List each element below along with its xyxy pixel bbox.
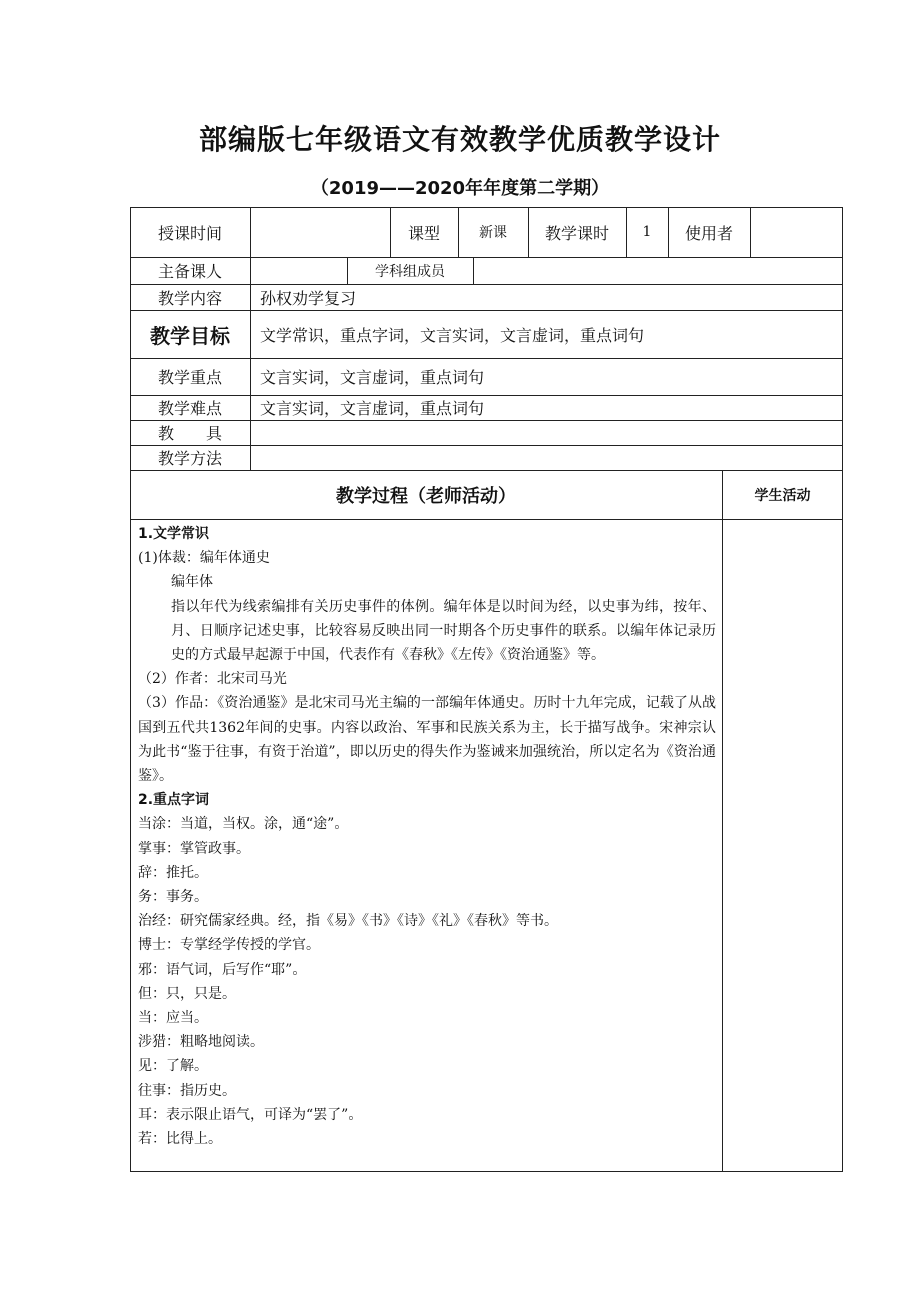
method-value[interactable] <box>260 445 840 470</box>
class-hours-value: 1 <box>642 224 652 240</box>
user-value[interactable] <box>752 207 842 257</box>
content-line: 耳：表示限止语气，可译为“罢了”。 <box>138 1106 363 1123</box>
content-value: 孙权劝学复习 <box>260 288 357 308</box>
document-title: 部编版七年级语文有效教学优质教学设计 <box>198 123 721 156</box>
method-label: 教学方法 <box>157 449 222 468</box>
content-line: 治经：研究儒家经典。经，指《易》《书》《诗》《礼》《春秋》等书。 <box>138 913 558 930</box>
student-activity-content[interactable] <box>724 520 841 1170</box>
lesson-type-label: 课型 <box>407 223 440 243</box>
section-heading: 2.重点字词 <box>138 792 210 809</box>
goal-value: 文学常识，重点字词，文言实词，文言虚词，重点词句 <box>260 325 645 345</box>
content-line: (1)体裁：编年体通史 <box>138 550 270 567</box>
difficulty-label: 教学难点 <box>157 399 222 418</box>
goal-label: 教学目标 <box>150 323 230 348</box>
focus-label: 教学重点 <box>157 368 222 387</box>
content-line: 务：事务。 <box>138 889 208 906</box>
content-line: 若：比得上。 <box>138 1131 222 1148</box>
content-line: 编年体 <box>171 574 213 591</box>
lead-teacher-value[interactable] <box>252 257 346 284</box>
content-line: 涉猎：粗略地阅读。 <box>138 1034 264 1051</box>
lead-teacher-label: 主备课人 <box>157 262 222 281</box>
class-time-value[interactable] <box>252 207 388 257</box>
student-activity-header: 学生活动 <box>754 487 811 504</box>
user-label: 使用者 <box>684 223 733 243</box>
document-subtitle: （2019——2020年年度第二学期） <box>310 178 610 199</box>
content-line: 博士：专掌经学传授的学官。 <box>138 937 320 954</box>
content-line: 指以年代为线索编排有关历史事件的体例。编年体是以时间为经，以史事为纬，按年、月、日顺序记述史事，比较容易反映出同一时期各个历史事件的联系。以编年体记录历史的方式最早起源于中国，代表作有《春秋》《左传》《资治通鉴》等。 <box>171 598 716 664</box>
content-line: 往事：指历史。 <box>138 1082 236 1099</box>
content-line: 见：了解。 <box>138 1058 208 1075</box>
section-heading: 1.文学常识 <box>138 526 210 542</box>
group-members-value[interactable] <box>475 257 841 284</box>
content-line: （3）作品：《资治通鉴》是北宋司马光主编的一部编年体通史。历时十九年完成，记载了从战国到五代共1362年间的史事。内容以政治、军事和民族关系为主，长于描写战争。宋神宗认为此书“鉴于往事，有资于治道”，即以历史的得失作为鉴诫来加强统治，所以定名为《资治通鉴》。 <box>138 695 716 785</box>
teacher-activity-content <box>138 522 716 1151</box>
tools-value[interactable] <box>260 420 840 445</box>
content-line: 但：只，只是。 <box>138 985 236 1002</box>
content-line: （2）作者：北宋司马光 <box>138 671 287 688</box>
group-members-label: 学科组成员 <box>375 263 445 280</box>
teacher-activity-header: 教学过程（老师活动） <box>336 485 516 507</box>
lesson-type-value: 新课 <box>479 225 507 241</box>
tools-label: 教 具 <box>157 424 222 443</box>
content-line: 当涂：当道，当权。涂，通“途”。 <box>138 816 349 833</box>
focus-value: 文言实词，文言虚词，重点词句 <box>260 368 485 387</box>
class-time-label: 授课时间 <box>157 223 222 243</box>
content-label: 教学内容 <box>157 288 222 308</box>
content-line: 邪：语气词，后写作“耶”。 <box>138 961 307 978</box>
content-line: 当：应当。 <box>138 1010 208 1027</box>
content-line: 辞：推托。 <box>138 864 208 881</box>
class-hours-label: 教学课时 <box>544 223 609 243</box>
difficulty-value: 文言实词，文言虚词，重点词句 <box>260 399 485 418</box>
content-line: 掌事：掌管政事。 <box>138 840 250 857</box>
